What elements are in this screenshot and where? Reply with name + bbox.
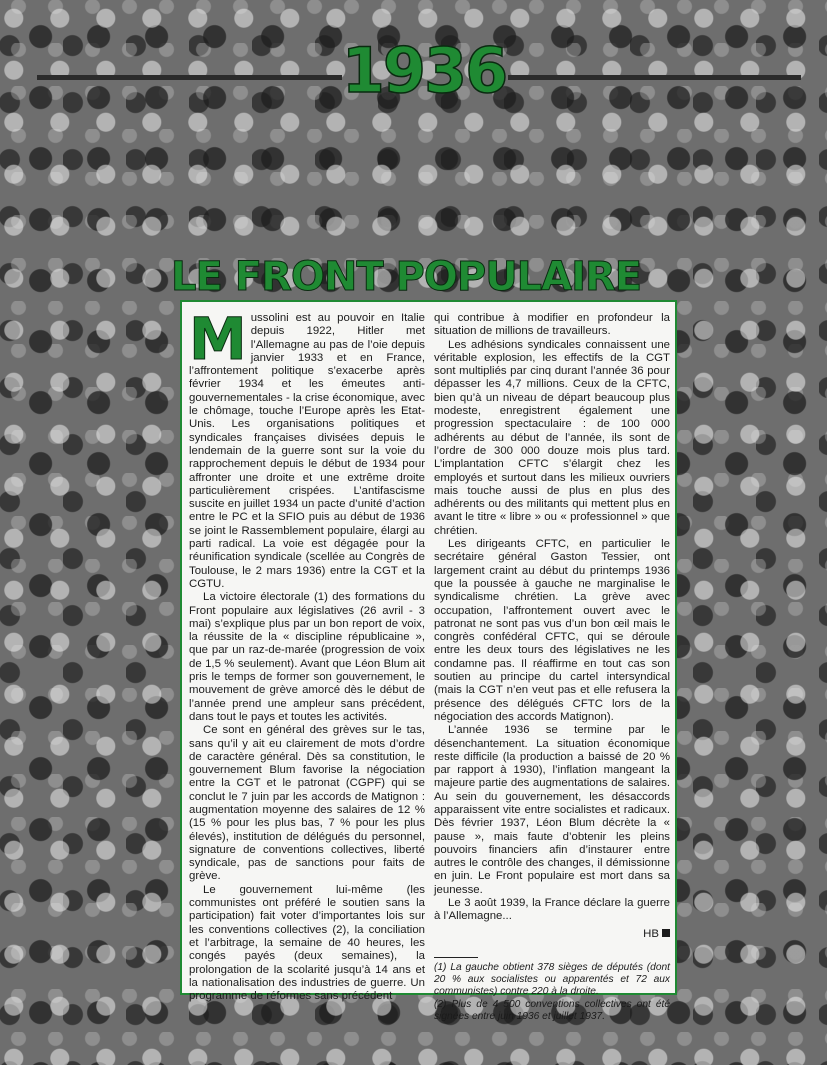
paragraph-2: La victoire électorale (1) des formations du Front populaire aux législatives (26 avril - 3 mai) s’explique plus par un bon report de voix, la réussite de la « discipline républicaine », que par un raz-de-marée (progression de voix de 1,5 % seulement). Avant que Léon Blum ait pris le temps de former son gouvernement, le mouvement de grève amorcé dès le début de l’année prend une ampleur sans précédent, dans tout le pays et toutes les activités. xyxy=(189,591,425,723)
paragraph-5: qui contribue à modifier en profondeur la situation de millions de travailleurs. xyxy=(434,312,670,338)
footnote-1: (1) La gauche obtient 378 sièges de députés (dont 20 % aux socialistes ou apparentés et 72 aux communistes) contre 220 à la droite. xyxy=(434,961,670,998)
paragraph-4: Le gouvernement lui-même (les communistes ont préféré le soutien sans la participation) fait voter d’importantes lois sur les conventions collectives (2), la conciliation et l’arbitrage, la semaine de 40 heures, les congés payés (deux semaines), la prolongation de la scolarité jusqu’à 14 ans et la nationalisation des industries de guerre. Un programme de réformes sans précédent xyxy=(189,883,425,1003)
footnote-divider xyxy=(434,957,478,958)
article-panel xyxy=(180,300,677,1022)
signature-text: HB xyxy=(643,927,659,940)
author-signature xyxy=(434,928,670,941)
title-rule-right xyxy=(508,75,801,80)
end-square-icon xyxy=(662,929,670,937)
year-title: 1936 xyxy=(341,34,507,107)
footnote-2: (2) Plus de 4 500 conventions collectives ont été signées entre juin 1936 et juillet 1937. xyxy=(434,998,670,1022)
paragraph-1 xyxy=(189,305,425,591)
paragraph-1-text: ussolini est au pouvoir en Italie depuis 1922, Hitler met l’Allemagne au pas de l’oie depuis janvier 1933 et en France, l’affrontement politique s’exacerbe après février 1934 et les émeutes anti-gouvernementales - la crise économique, avec le chômage, touche l’Europe après les Etat-Unis. Les organisations politiques et syndicales françaises divisées depuis le lendemain de la guerre sont sur la voie du rapprochement depuis le début de 1934 pour affronter une droite et une extrême droite particulièrement crispées. L’antifascisme suscite en juillet 1934 un pacte d’unité d’action entre le PC et la SFIO puis au début de 1936 se joint le Rassemblement populaire, élargi au parti radical. La voie est dégagée pour la réunification syndicale (scellée au Congrès de Toulouse, le 2 mars 1936) entre la CGT et la CGTU. xyxy=(189,312,425,590)
paragraph-9: Le 3 août 1939, la France déclare la guerre à l’Allemagne... xyxy=(434,897,670,923)
paragraph-7: Les dirigeants CFTC, en particulier le secrétaire général Gaston Tessier, ont largement craint au début du printemps 1936 que la poussée à gauche ne marginalise le syndicalisme chrétien. La grève avec occupation, l’affrontement ouvert avec le patronat ne sont pas vus d’un bon œil mais le congrès confédéral CFTC, qui se déroule entre les deux tours des législatives ne les condamne pas. Il réaffirme en tout cas son soutien au principe du cartel intersyndical (mais la CGT n’en veut pas et elle refusera la présence des délégués CFTC lors de la négociation des accords Matignon). xyxy=(434,538,670,723)
title-rule-left xyxy=(37,75,342,80)
article-column-left xyxy=(189,305,425,1003)
paragraph-3: Ce sont en général des grèves sur le tas, sans qu’il y ait eu clairement de mots d’ordre de caractère général. Dès sa constitution, le gouvernement Blum favorise la négociation entre la CGT et le patronat (CGPF) qui se conclut le 7 juin par les accords de Matignon : augmentation moyenne des salaires de 12 % (15 % pour les plus bas, 7 % pour les plus élevés), institution de délégués du personnel, signature de conventions collectives, liberté syndicale, pas de sanctions pour faits de grève. xyxy=(189,724,425,883)
paragraph-6: Les adhésions syndicales connaissent une véritable explosion, les effectifs de la CGT sont multipliés par cinq durant l’année 36 pour dépasser les 4,7 millions. Ceux de la CFTC, bien qu’à un niveau de départ beaucoup plus modeste, enregistrent également une progression spectaculaire : de 100 000 adhérents au début de l’année, ils sont de l’ordre de 300 000 douze mois plus tard. L’implantation CFTC s’élargit chez les employés et surtout dans les milieux ouvriers mais touche aussi de plus en plus des adhérents ou des militants qui mettent plus en avant le titre « libre » ou « professionnel » que chrétien. xyxy=(434,338,670,537)
headline: LE FRONT POPULAIRE xyxy=(171,254,642,300)
drop-cap: M xyxy=(189,305,247,373)
paragraph-8: L’année 1936 se termine par le désenchantement. La situation économique reste difficile (la production a baissé de 20 % par rapport à 1930), l’inflation mangeant la majeure partie des augmentations de salaires. Au sein du gouvernement, les désaccords apparaissent vite entre socialistes et radicaux. Dès février 1937, Léon Blum décrète la « pause », mais faute d’obtenir les pleins pouvoirs financiers afin d’instaurer entre autres le contrôle des changes, il démissionne en juin. Le Front populaire est mort dans sa jeunesse. xyxy=(434,724,670,896)
article-column-right xyxy=(434,312,670,1023)
